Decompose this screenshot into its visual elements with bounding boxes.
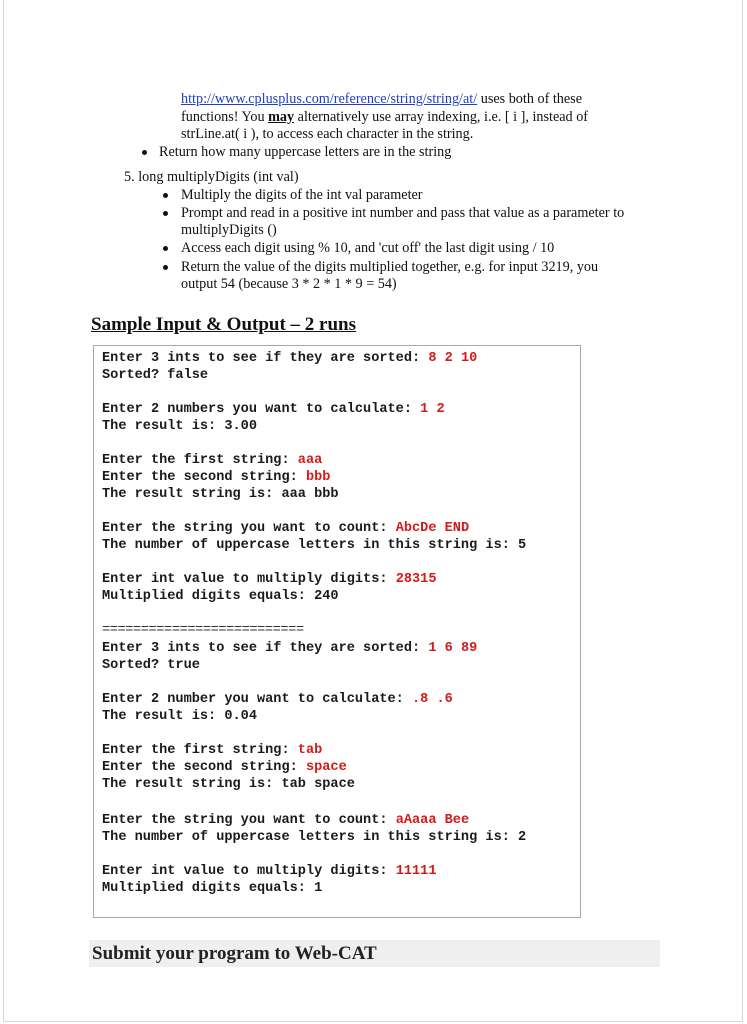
prompt-text: Enter the second string: bbox=[102, 470, 306, 485]
item5-bullet-4-cont: output 54 (because 3 * 2 * 1 * 9 = 54) bbox=[181, 276, 397, 292]
console-line bbox=[102, 350, 477, 367]
intro-line-1 bbox=[181, 91, 582, 109]
user-input: tab bbox=[297, 743, 323, 758]
console-line bbox=[102, 401, 445, 418]
console-line: Sorted? false bbox=[102, 368, 209, 383]
console-line bbox=[102, 571, 436, 588]
console-line: The result is: 0.04 bbox=[102, 709, 257, 724]
prompt-text: Enter the first string: bbox=[102, 453, 298, 468]
cplusplus-link[interactable]: http://www.cplusplus.com/reference/string/string/at/ bbox=[181, 91, 478, 107]
prompt-text: Enter 2 number you want to calculate: bbox=[102, 692, 412, 707]
submit-text: Submit your program to Web-CAT bbox=[92, 943, 377, 964]
console-line: Sorted? true bbox=[102, 658, 200, 673]
prompt-text: Enter the string you want to count: bbox=[102, 813, 396, 828]
console-line bbox=[102, 742, 322, 759]
user-input: bbb bbox=[305, 470, 331, 485]
prompt-text: Enter 2 numbers you want to calculate: bbox=[102, 402, 421, 417]
console-line: The result string is: tab space bbox=[102, 777, 355, 792]
may-emphasis: may bbox=[268, 109, 295, 125]
console-line: Multiplied digits equals: 1 bbox=[102, 881, 323, 896]
user-input: 1 6 89 bbox=[428, 641, 478, 656]
prompt-text: Enter int value to multiply digits: bbox=[102, 864, 396, 879]
bullet-return-uppercase: Return how many uppercase letters are in the string bbox=[159, 144, 452, 160]
console-line: The result is: 3.00 bbox=[102, 419, 257, 434]
console-line bbox=[102, 812, 469, 829]
bullet-icon bbox=[163, 246, 168, 251]
user-input: aaa bbox=[297, 453, 323, 468]
prompt-text: Enter int value to multiply digits: bbox=[102, 572, 396, 587]
item5-bullet-2-cont: multiplyDigits () bbox=[181, 222, 277, 238]
console-line bbox=[102, 759, 347, 776]
console-line bbox=[102, 691, 453, 708]
user-input: space bbox=[305, 760, 347, 775]
prompt-text: Enter the second string: bbox=[102, 760, 306, 775]
bullet-icon bbox=[163, 193, 168, 198]
bullet-icon bbox=[163, 265, 168, 270]
console-line bbox=[102, 863, 436, 880]
prompt-text: Enter 3 ints to see if they are sorted: bbox=[102, 641, 429, 656]
item5-bullet-4: Return the value of the digits multiplied together, e.g. for input 3219, you bbox=[181, 259, 599, 275]
user-input: 1 2 bbox=[420, 402, 445, 417]
user-input: 8 2 10 bbox=[428, 351, 478, 366]
user-input: 11111 bbox=[395, 864, 437, 879]
intro-line-3: strLine.at( i ), to access each character in the string. bbox=[181, 126, 474, 142]
item5-heading: 5. long multiplyDigits (int val) bbox=[124, 169, 299, 185]
console-line: The number of uppercase letters in this string is: 2 bbox=[102, 830, 527, 845]
intro-line-2a: functions! You bbox=[181, 109, 269, 125]
run-separator: ========================== bbox=[102, 623, 304, 638]
intro-line-2b: alternatively use array indexing, i.e. [ i ], instead of bbox=[294, 109, 589, 125]
intro-after-link: uses both of these bbox=[477, 91, 582, 107]
item5-bullet-2: Prompt and read in a positive int number and pass that value as a parameter to bbox=[181, 205, 625, 221]
submit-banner bbox=[89, 940, 660, 967]
item5-bullet-3: Access each digit using % 10, and 'cut off' the last digit using / 10 bbox=[181, 240, 555, 256]
console-output bbox=[93, 345, 581, 918]
user-input: .8 .6 bbox=[412, 692, 453, 707]
console-line: The number of uppercase letters in this string is: 5 bbox=[102, 538, 527, 553]
user-input: 28315 bbox=[395, 572, 437, 587]
user-input: AbcDe END bbox=[395, 521, 470, 536]
console-line bbox=[102, 640, 477, 657]
prompt-text: Enter 3 ints to see if they are sorted: bbox=[102, 351, 429, 366]
console-line bbox=[102, 520, 469, 537]
user-input: aAaaa Bee bbox=[395, 813, 470, 828]
console-line: Multiplied digits equals: 240 bbox=[102, 589, 339, 604]
section-heading: Sample Input & Output – 2 runs bbox=[91, 314, 357, 335]
prompt-text: Enter the string you want to count: bbox=[102, 521, 396, 536]
console-line bbox=[102, 469, 330, 486]
bullet-icon bbox=[163, 211, 168, 216]
intro-line-2 bbox=[181, 109, 588, 127]
item5-bullet-1: Multiply the digits of the int val parameter bbox=[181, 187, 423, 203]
bullet-icon bbox=[142, 150, 147, 155]
prompt-text: Enter the first string: bbox=[102, 743, 298, 758]
console-line bbox=[102, 452, 322, 469]
console-line: The result string is: aaa bbb bbox=[102, 487, 339, 502]
